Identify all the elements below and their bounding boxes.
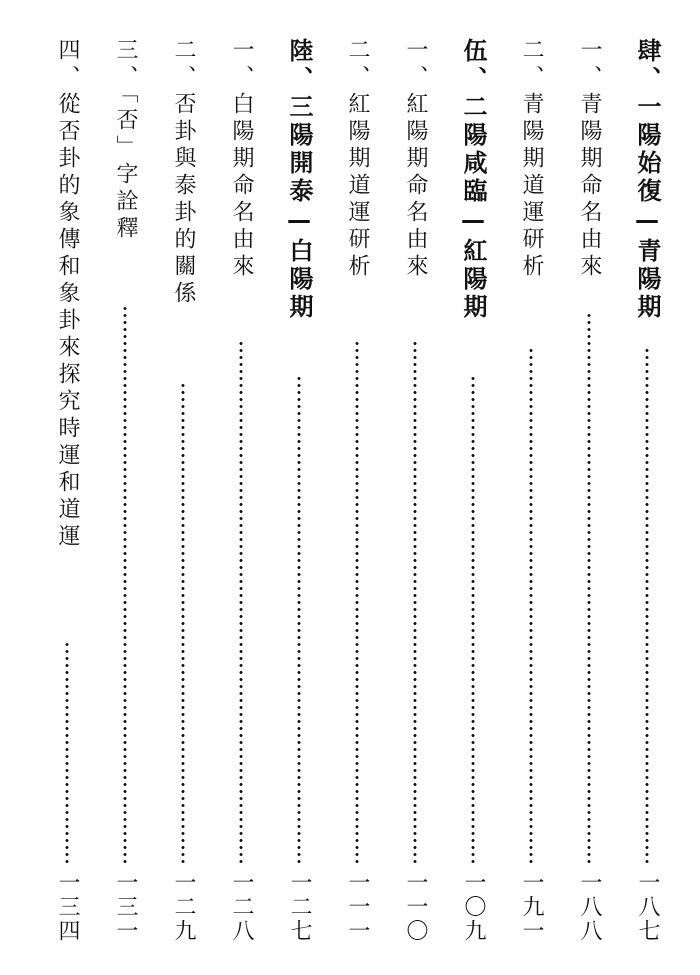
toc-page-number: 一九一 [519, 871, 544, 943]
toc-entry[interactable] [572, 38, 606, 943]
toc-page-number: 一三四 [55, 871, 80, 943]
toc-page-number: 一一一 [345, 871, 370, 943]
toc-page-number: 一三一 [113, 871, 138, 943]
dot-leader [239, 340, 243, 865]
toc-entry-title: 一、紅陽期命名由來 [403, 38, 428, 281]
toc-entry[interactable] [282, 38, 316, 943]
toc-page-number: 一二九 [171, 871, 196, 943]
toc-page-number: 一〇九 [461, 871, 486, 943]
toc-page-number: 一八七 [635, 871, 660, 943]
dot-leader [645, 345, 649, 865]
toc-entry-title: 三、「否」字詮釋 [113, 38, 138, 243]
toc-entry[interactable] [108, 38, 142, 943]
dot-leader [297, 375, 301, 865]
toc-page-number: 一二七 [287, 871, 312, 943]
dot-leader [413, 340, 417, 865]
dot-leader [123, 305, 127, 865]
dot-leader [181, 380, 185, 865]
toc-entry-title: 伍、二陽咸臨—紅陽期 [459, 38, 487, 322]
dot-leader [587, 310, 591, 865]
toc-entry-title: 肆、一陽始復—青陽期 [633, 38, 661, 322]
toc-entry-title: 四、從否卦的象傳和象卦來探究時運和道運 [55, 38, 80, 551]
dot-leader [355, 340, 359, 865]
toc-entry[interactable] [398, 38, 432, 943]
toc-entry-title: 二、青陽期道運研析 [519, 38, 544, 281]
toc-entry-title: 二、否卦與泰卦的關係 [171, 38, 196, 308]
toc-page-number: 一八八 [577, 871, 602, 943]
dot-leader [529, 345, 533, 865]
toc-entry[interactable] [224, 38, 258, 943]
toc-entry[interactable] [50, 38, 84, 943]
toc-entry[interactable] [166, 38, 200, 943]
toc-page-number: 一二八 [229, 871, 254, 943]
toc-entry-title: 一、青陽期命名由來 [577, 38, 602, 281]
toc-entry-title: 二、紅陽期道運研析 [345, 38, 370, 281]
toc-entry-title: 一、白陽期命名由來 [229, 38, 254, 281]
toc-entry[interactable] [630, 38, 664, 943]
toc-entry-title: 陸、三陽開泰—白陽期 [285, 38, 313, 322]
toc-entry[interactable] [514, 38, 548, 943]
toc-entry[interactable] [340, 38, 374, 943]
dot-leader [65, 640, 69, 865]
toc-entry[interactable] [456, 38, 490, 943]
toc-page-number: 一一〇 [403, 871, 428, 943]
dot-leader [471, 375, 475, 865]
